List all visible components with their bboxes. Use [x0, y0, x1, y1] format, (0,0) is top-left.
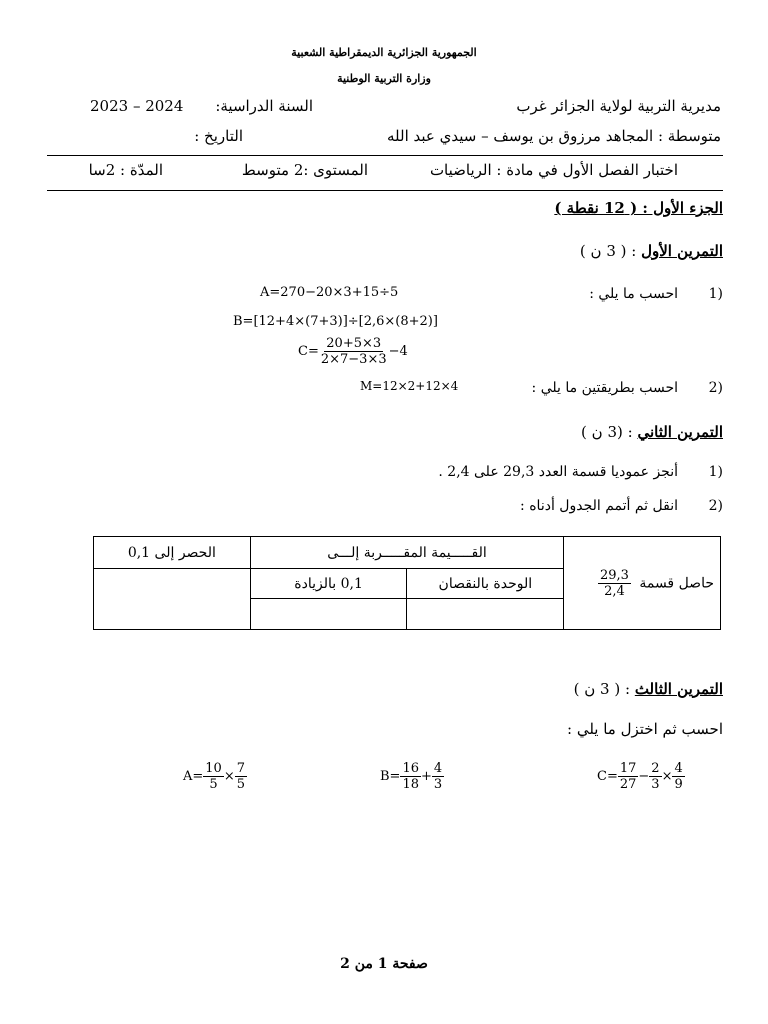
expr3-B-op: +: [421, 769, 432, 784]
expr3-B-f1-num: 16: [402, 761, 419, 776]
table-header-row: [94, 537, 721, 569]
ex2-q2-text: انقل ثم أتمم الجدول أدناه :: [520, 498, 678, 514]
unit-deficit-header: الوحدة بالنقصان: [407, 569, 564, 599]
expr3-C-f3-den: 9: [674, 777, 683, 792]
expr-C-denominator: 2×7−3×3: [320, 352, 387, 367]
ex1-q1-number: 1): [708, 286, 723, 302]
expr3-C-op1: −: [638, 769, 650, 784]
quotient-numerator: 29,3: [599, 567, 629, 583]
unit-deficit-answer-cell[interactable]: [407, 599, 564, 630]
expr3-C-f2-den: 3: [651, 777, 660, 792]
exercise3-instruction: احسب ثم اختزل ما يلي :: [567, 720, 723, 738]
expr-A: A=270−20×3+15÷5: [260, 285, 399, 300]
directorate: مديرية التربية لولاية الجزائر غرب: [516, 97, 721, 115]
expr3-B-f1-den: 18: [402, 777, 419, 792]
expr3-B-f2-num: 4: [433, 761, 443, 776]
quotient-fraction: [598, 569, 631, 598]
school-name: متوسطة : المجاهد مرزوق بن يوسف – سيدي عبد الله: [387, 127, 721, 145]
exam-duration: المدّة : 2سا: [88, 161, 163, 179]
expr3-A-frac2: [235, 762, 247, 791]
exercise1-title: التمرين الأول: [641, 242, 723, 260]
ministry-title: وزارة التربية الوطنية: [337, 72, 431, 85]
expr3-A-f1-den: 5: [209, 777, 218, 792]
school-year-value: 2023 – 2024: [90, 97, 184, 115]
expr3-C-prefix: C=: [597, 769, 618, 784]
expr-C-numerator: 20+5×3: [326, 336, 382, 351]
ex2-q1-number: 1): [708, 464, 723, 480]
ex2-q2-number: 2): [708, 498, 723, 514]
fraction-expr-B: [380, 762, 444, 791]
approx-header: القـــــيمة المقـــــربة إلـــى: [250, 537, 564, 569]
expr3-A-f2-den: 5: [236, 777, 246, 792]
expr-C: [298, 337, 408, 366]
expr-C-fraction: [319, 337, 389, 366]
fraction-expr-C: [597, 762, 685, 791]
expr-C-prefix: C=: [298, 344, 319, 359]
date-label: التاريخ :: [194, 127, 243, 145]
exam-title: اختبار الفصل الأول في مادة : الرياضيات: [429, 161, 678, 179]
republic-title: الجمهورية الجزائرية الديمقراطية الشعبية: [291, 46, 477, 59]
fraction-expr-A: [183, 762, 247, 791]
expr3-A-prefix: A=: [183, 769, 204, 784]
part1-title: الجزء الأول : ( 12 نقطة ): [554, 199, 723, 217]
expr3-C-frac2: [649, 762, 661, 791]
exercise2-heading: [581, 423, 723, 441]
school-year-label: السنة الدراسية:: [215, 97, 313, 115]
quotient-label: حاصل قسمة: [639, 575, 714, 591]
expr-M: M=12×2+12×4: [360, 379, 459, 393]
exercise2-points: : (3 ن ): [581, 423, 633, 441]
quotient-denominator: 2,4: [604, 583, 625, 599]
expr3-A-f2-num: 7: [236, 761, 246, 776]
expr3-C-f2-num: 2: [651, 761, 660, 776]
exam-level: المستوى :2 متوسط: [241, 161, 368, 179]
expr3-A-f1-num: 10: [205, 761, 222, 776]
tenth-excess-header: 0,1 بالزيادة: [250, 569, 407, 599]
expr3-B-f2-den: 3: [433, 777, 443, 792]
expr3-C-f1-num: 17: [619, 761, 637, 776]
expr3-B-prefix: B=: [380, 769, 401, 784]
quotient-cell: [564, 537, 721, 630]
bound-answer-cell[interactable]: [94, 569, 251, 630]
bound-header: الحصر إلى 0,1: [94, 537, 251, 569]
ex1-q2-number: 2): [708, 380, 723, 396]
expr3-B-frac2: [432, 762, 444, 791]
exercise3-heading: [574, 680, 723, 698]
expr3-A-op: ×: [223, 769, 235, 784]
divider-bottom: [47, 190, 723, 191]
expr3-C-f3-num: 4: [674, 761, 683, 776]
page-number: صفحة 1 من 2: [340, 956, 428, 972]
approximation-table: [93, 536, 721, 630]
exercise3-title: التمرين الثالث: [634, 680, 723, 698]
expr-B: B=[12+4×(7+3)]÷[2,6×(8+2)]: [233, 314, 438, 329]
expr3-C-frac1: [618, 762, 639, 791]
expr3-B-frac1: [400, 762, 421, 791]
ex1-q2-text: احسب بطريقتين ما يلي :: [531, 380, 678, 396]
expr3-C-op2: ×: [661, 769, 673, 784]
exercise1-points: : ( 3 ن ): [579, 242, 637, 260]
tenth-excess-answer-cell[interactable]: [250, 599, 407, 630]
ex1-q1-text: احسب ما يلي :: [589, 286, 678, 302]
expr3-A-frac1: [203, 762, 224, 791]
expr3-C-frac3: [672, 762, 684, 791]
ex2-q1-text: أنجز عموديا قسمة العدد 29,3 على 2,4 .: [438, 464, 678, 480]
divider-top: [47, 155, 723, 156]
exercise3-points: : ( 3 ن ): [573, 680, 631, 698]
expr-C-suffix: −4: [388, 344, 408, 359]
exercise2-title: التمرين الثاني: [637, 423, 723, 441]
exercise1-heading: [580, 242, 723, 260]
expr3-C-f1-den: 27: [619, 777, 637, 792]
